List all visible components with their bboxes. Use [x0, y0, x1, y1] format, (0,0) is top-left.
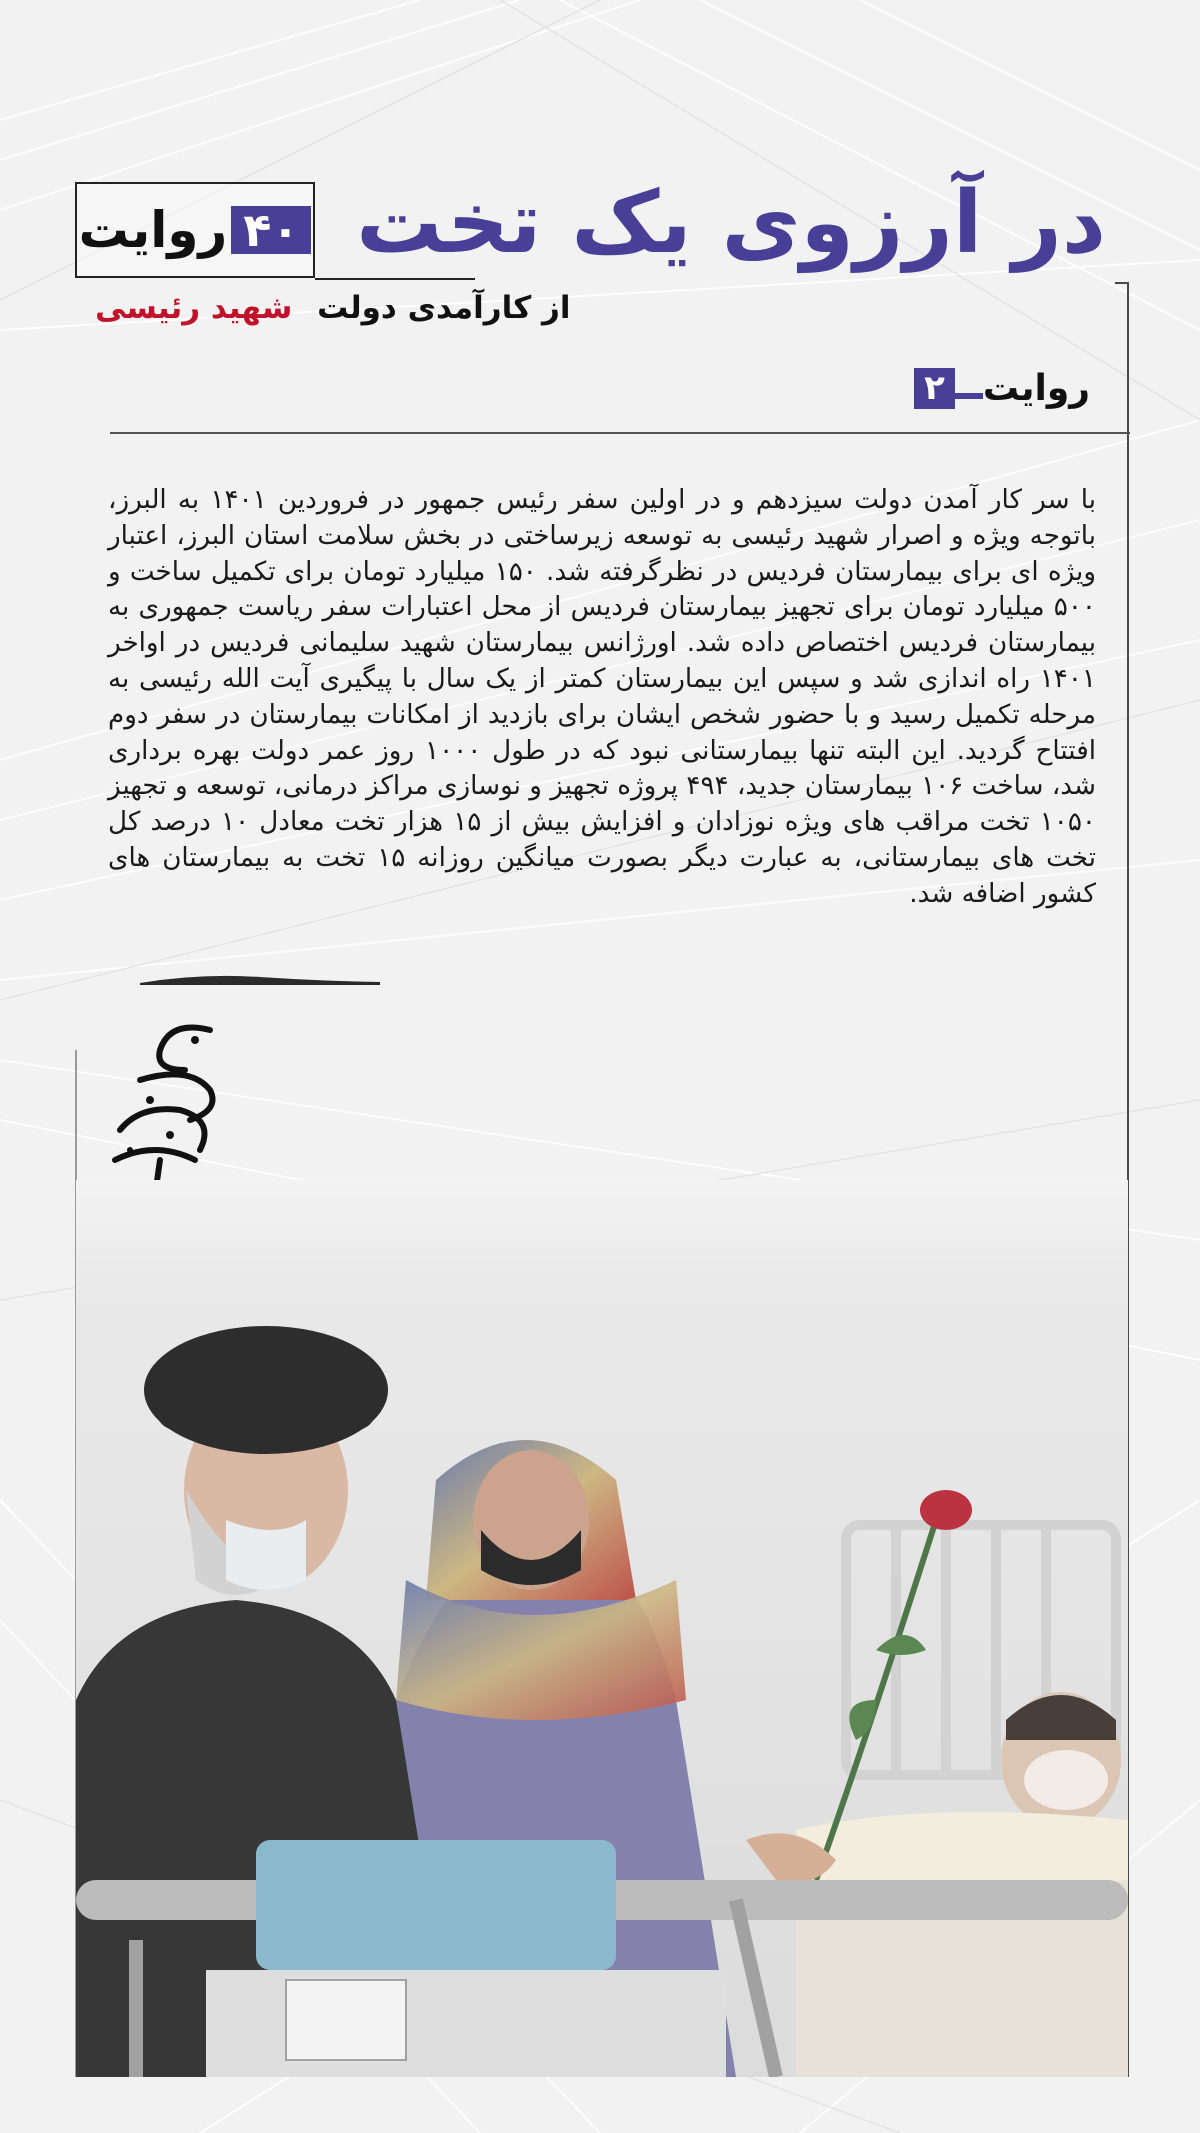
subtitle	[95, 290, 571, 326]
section-divider	[110, 432, 1130, 434]
narration-heading	[914, 368, 1090, 409]
subtitle-prefix: از کارآمدی دولت	[317, 290, 571, 326]
series-count-number: ۴۰	[231, 206, 311, 254]
calligraphy-shahid-jomhour-icon	[100, 1010, 240, 1200]
narration-connector	[955, 393, 983, 399]
series-count-word: روایت	[78, 201, 228, 259]
hospital-visit-photo	[76, 1180, 1128, 2077]
frame-tick	[1115, 282, 1129, 284]
narration-number: ۲	[914, 368, 955, 409]
page-title: در آرزوی یک تخت	[356, 173, 1106, 273]
body-paragraph: با سر کار آمدن دولت سیزدهم و در اولین سفر رئیس جمهور در فروردین ۱۴۰۱ به البرز، باتوجه ویژه و اصرار شهید رئیسی به توسعه زیرساختی در بخش سلامت استان البرز، اعتبار ویژه ای برای بیمارستان فردیس در نظرگرفته شد. ۱۵۰ میلیارد تومان برای تکمیل ساخت و ۵۰۰ میلیارد تومان برای تجهیز بیمارستان فردیس از محل اعتبارات سفر ریاست جمهوری به بیمارستان فردیس اختصاص داده شد. اورژانس بیمارستان شهید سلیمانی فردیس در اواخر ۱۴۰۱ راه اندازی شد و سپس این بیمارستان کمتر از یک سال با پیگیری آیت الله رئیسی به مرحله تکمیل رسید و با حضور شخص ایشان برای بازدید از امکانات بیمارستان در سفر دوم افتتاح گردید. این البته تنها بیمارستانی نبود که در طول ۱۰۰۰ روز عمر دولت بهره برداری شد، ساخت ۱۰۶ بیمارستان جدید، ۴۹۴ پروژه تجهیز و نوسازی مراکز درمانی، توسعه و تجهیز ۱۰۵۰ تخت مراقب های ویژه نوزادان و افزایش بیش از ۱۵ هزار تخت معادل ۱۰ درصد کل تخت های بیمارستانی، به عبارت دیگر بصورت میانگین روزانه ۱۵ تخت به بیمارستان های کشور اضافه شد.	[108, 485, 1096, 909]
subtitle-accent: شهید رئیسی	[95, 290, 293, 326]
narration-label: روایت	[982, 368, 1090, 409]
series-count-box	[75, 182, 315, 278]
brush-stroke-decoration	[140, 973, 380, 987]
header-underline	[315, 278, 475, 280]
